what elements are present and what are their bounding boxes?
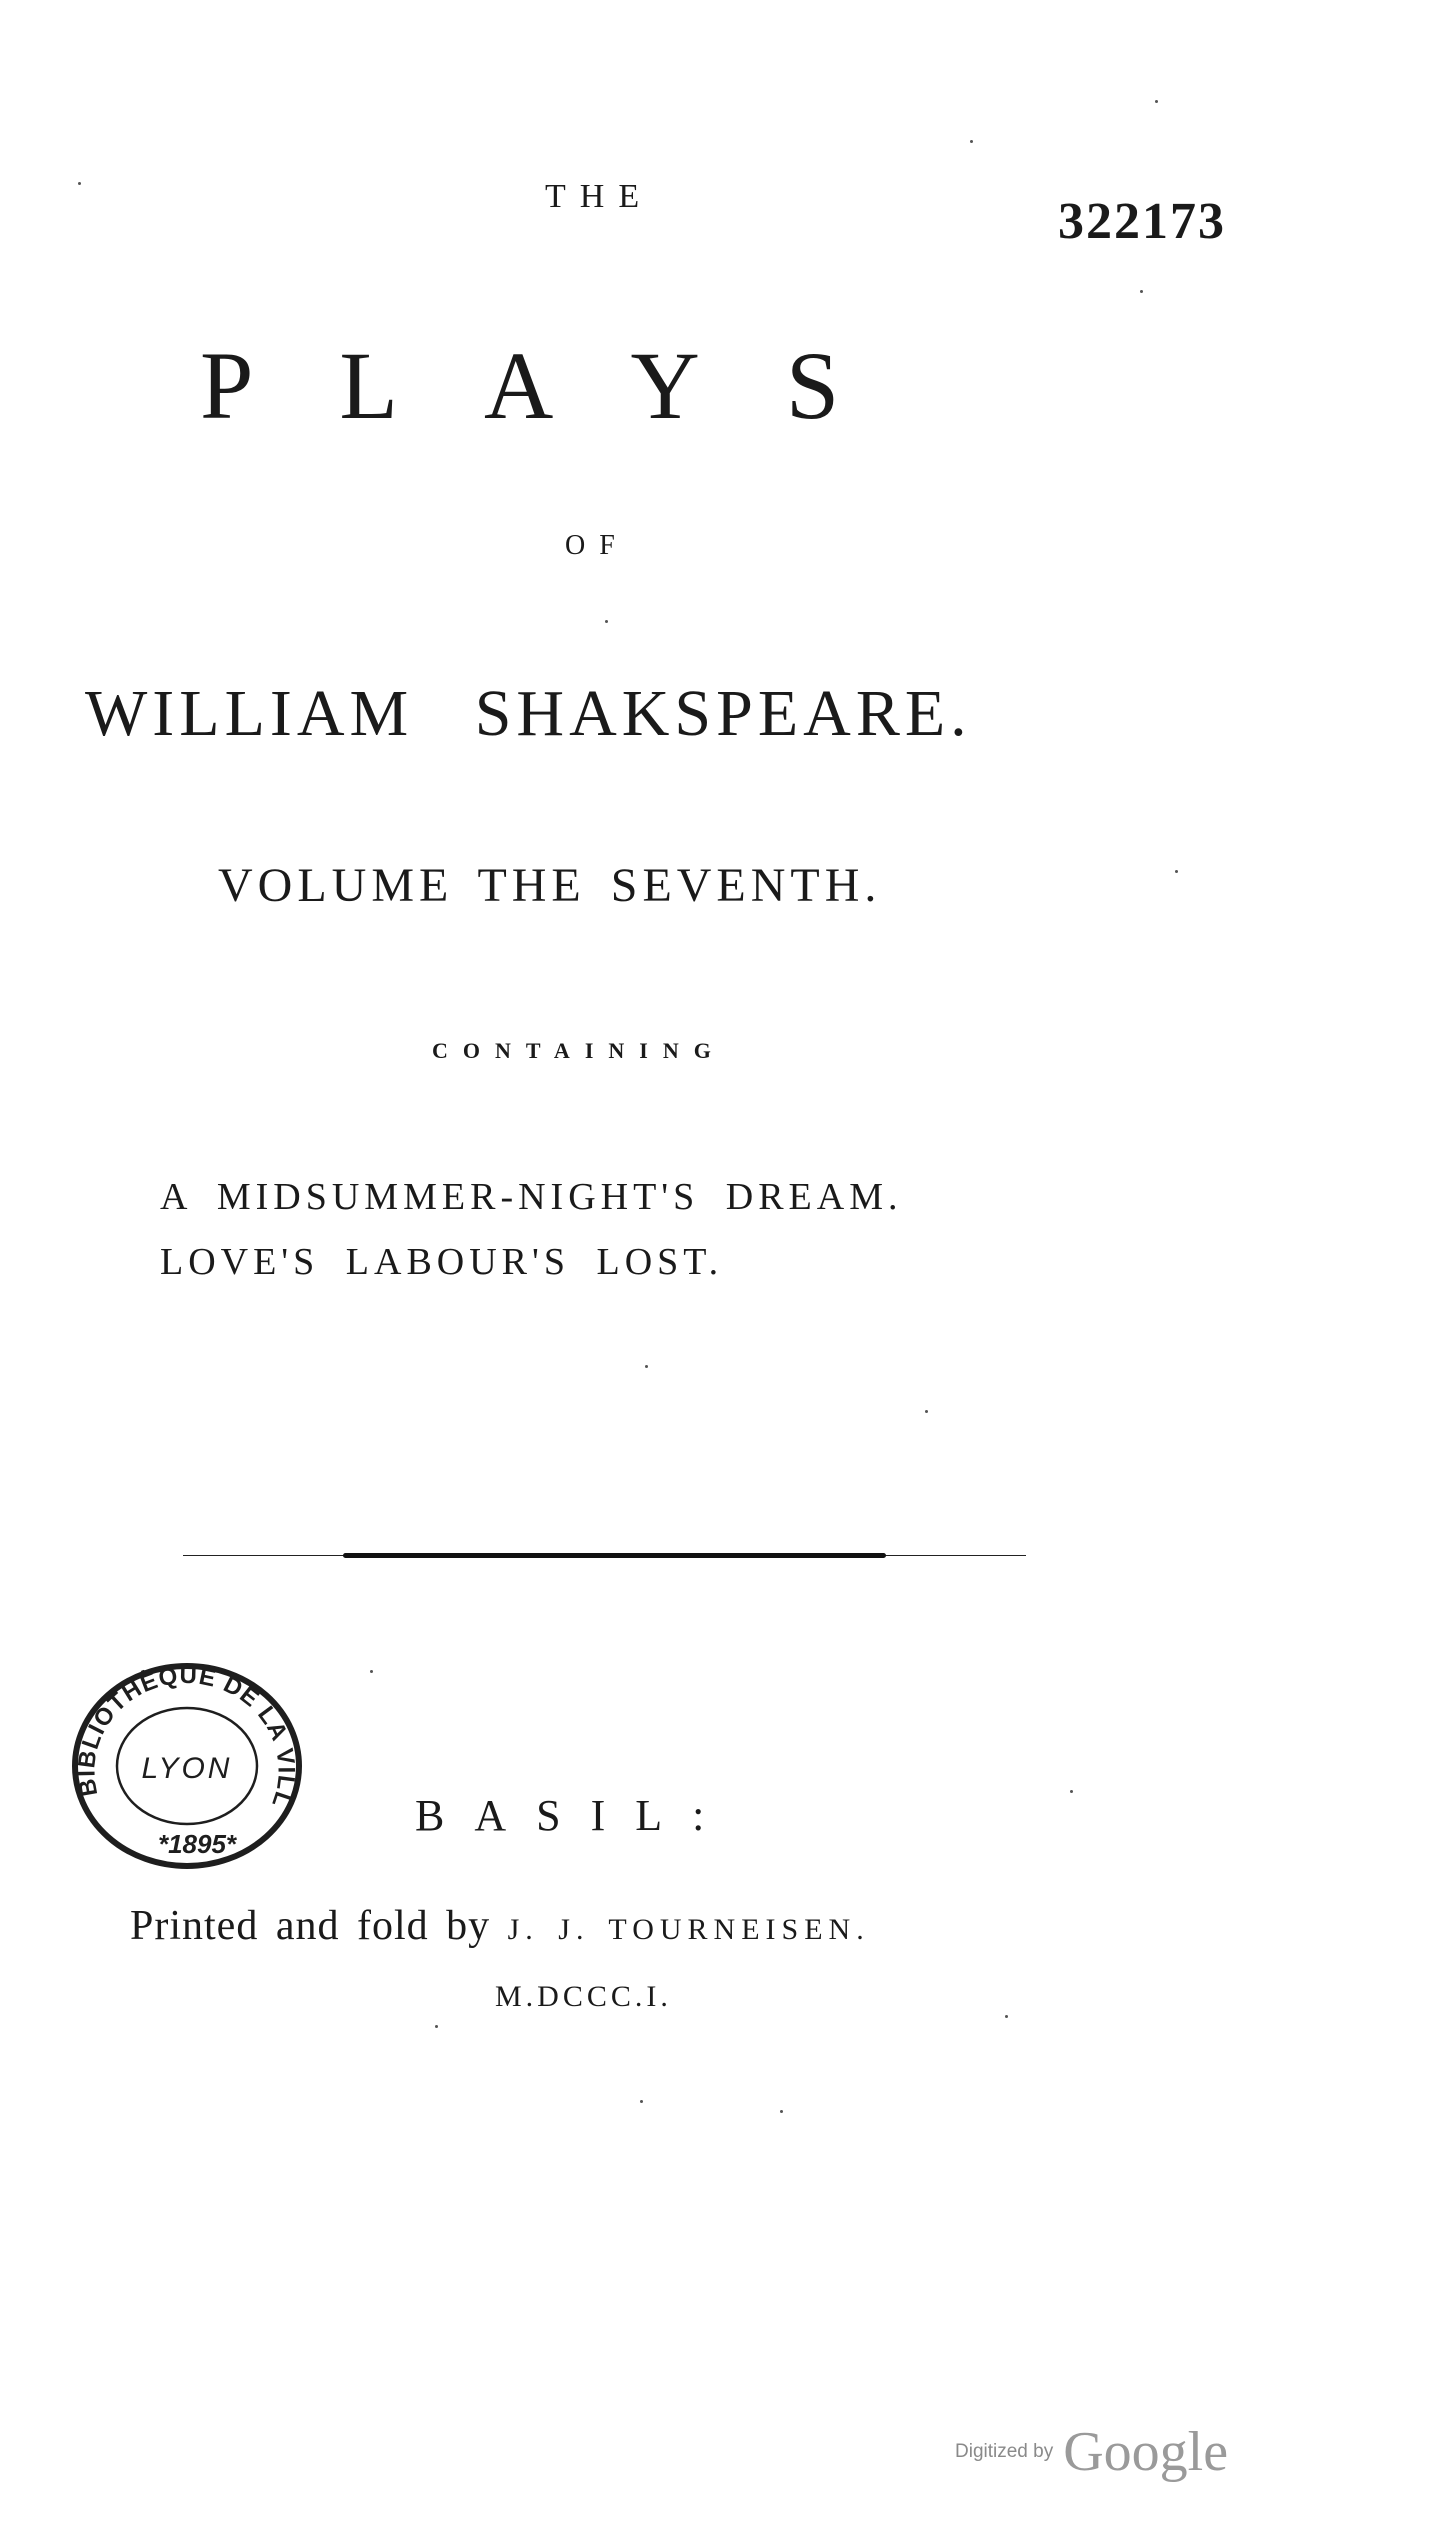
- title-the: THE: [545, 178, 654, 215]
- scan-speck: [435, 2025, 438, 2028]
- scan-speck: [605, 620, 608, 623]
- imprint-line: [130, 1902, 870, 1950]
- scan-speck: [640, 2100, 643, 2103]
- contents-item: LOVE'S LABOUR'S LOST.: [160, 1241, 724, 1283]
- digitized-watermark: [955, 2420, 1228, 2484]
- divider-rule-thick: [343, 1553, 886, 1558]
- stamp-city: LYON: [141, 1752, 233, 1785]
- stamp-arc-text: BIBLIOTHÈQUE DE LA VILL: [73, 1661, 300, 1812]
- digitized-prefix: Digitized by: [955, 2441, 1054, 2462]
- printer-name: J. J. TOURNEISEN.: [507, 1913, 870, 1946]
- imprint-place: BASIL:: [415, 1791, 735, 1840]
- catalog-number: 322173: [1058, 193, 1226, 250]
- author-name: WILLIAM SHAKSPEARE.: [85, 677, 972, 750]
- imprint-prefix: Printed and fold by: [130, 1903, 491, 1949]
- scan-speck: [78, 182, 81, 185]
- title-of: OF: [565, 530, 629, 561]
- imprint-date: M.DCCC.I.: [495, 1980, 672, 2013]
- scan-speck: [925, 1410, 928, 1413]
- scan-speck: [645, 1365, 648, 1368]
- title-plays: PLAYS: [200, 332, 926, 439]
- scan-speck: [970, 140, 973, 143]
- scan-speck: [1005, 2015, 1008, 2018]
- library-stamp-seal: [65, 1648, 310, 1873]
- library-stamp: [65, 1648, 310, 1873]
- stamp-year: *1895*: [157, 1829, 237, 1859]
- divider-rule: [183, 1552, 1026, 1559]
- svg-text:BIBLIOTHÈQUE DE LA VILLE: [65, 1648, 300, 1812]
- volume-label: VOLUME THE SEVENTH.: [218, 859, 882, 912]
- scan-speck: [1070, 1790, 1073, 1793]
- scan-speck: [780, 2110, 783, 2113]
- scan-speck: [370, 1670, 373, 1673]
- scan-speck: [1155, 100, 1158, 103]
- containing-label: CONTAINING: [432, 1038, 726, 1063]
- scan-speck: [1140, 290, 1143, 293]
- scan-speck: [1175, 870, 1178, 873]
- digitized-brand: Google: [1063, 2421, 1229, 2483]
- contents-item: A MIDSUMMER-NIGHT'S DREAM.: [160, 1176, 903, 1218]
